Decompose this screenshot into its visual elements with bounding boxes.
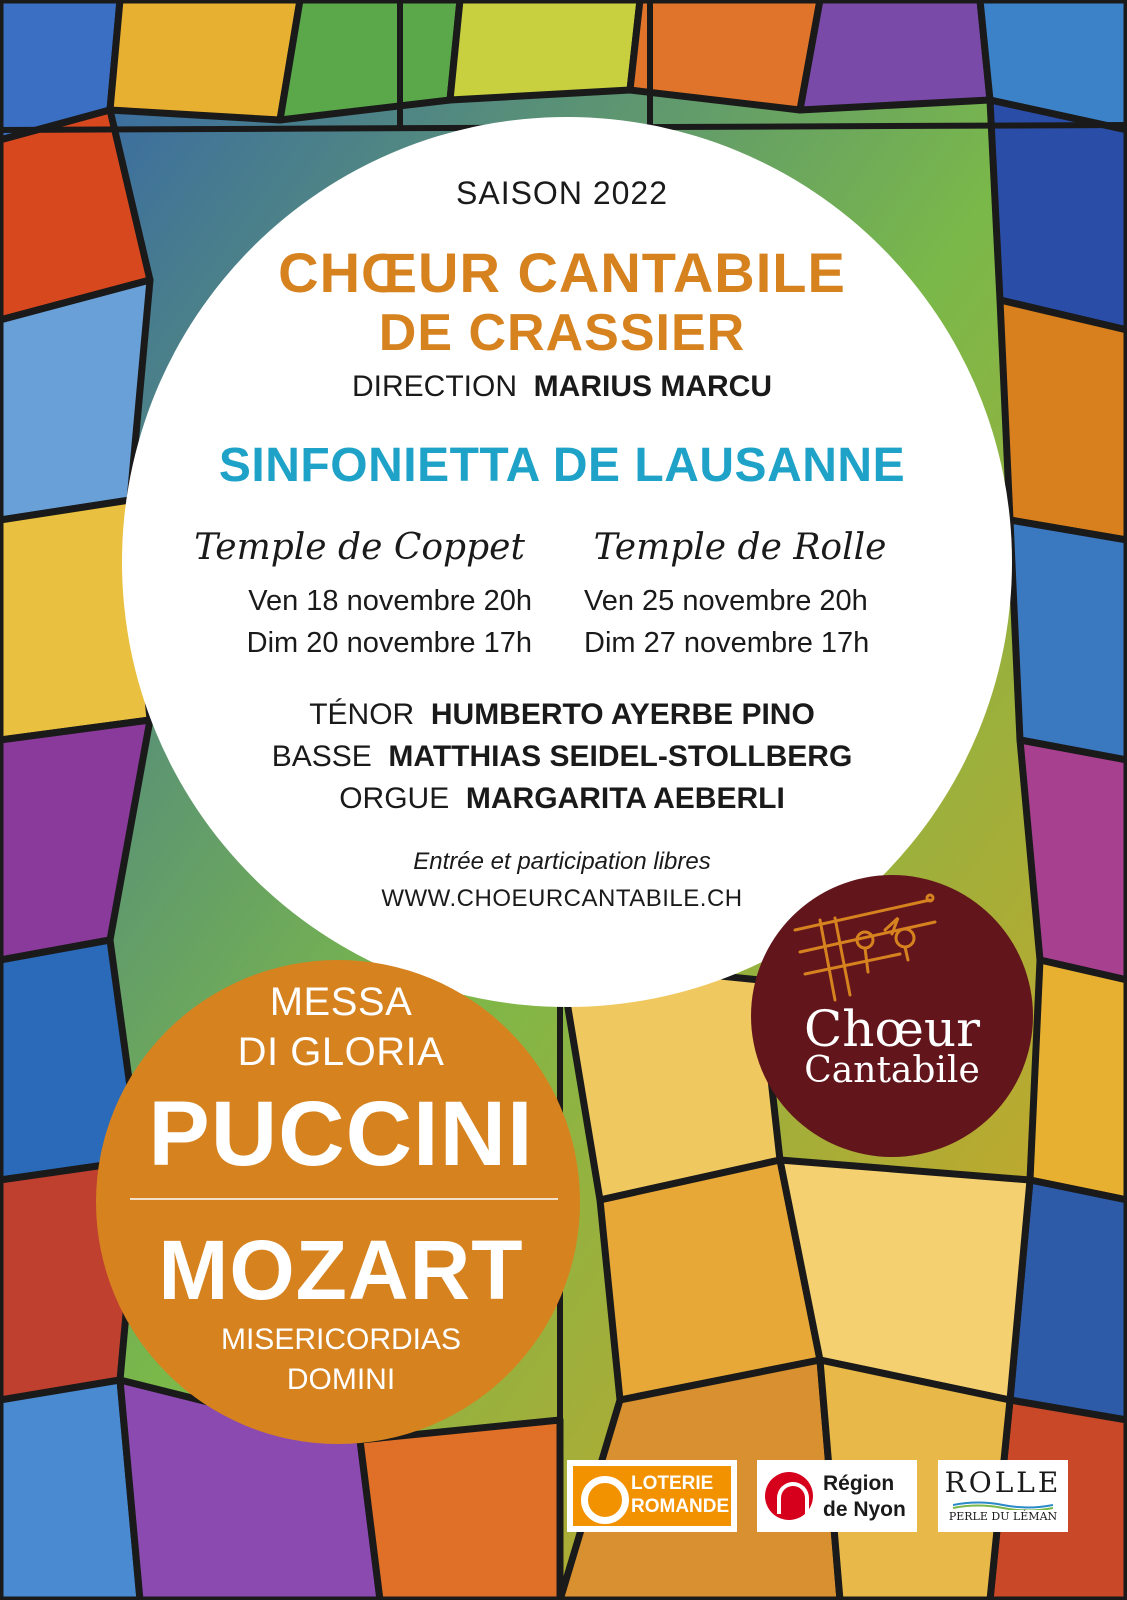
direction-label: DIRECTION — [352, 370, 517, 403]
date-rolle-2: Dim 27 novembre 17h — [584, 627, 870, 659]
date-coppet-2: Dim 20 novembre 17h — [246, 627, 532, 659]
season-label: SAISON 2022 — [456, 175, 668, 211]
composer-puccini: PUCCINI — [148, 1083, 534, 1185]
soloist-name: HUMBERTO AYERBE PINO — [430, 698, 815, 731]
website-link[interactable]: WWW.CHOEURCANTABILE.CH — [381, 885, 743, 912]
work2-title-line1: MISERICORDIAS — [220, 1323, 462, 1356]
soloist-organ — [162, 782, 962, 816]
soloist-role: TÉNOR — [309, 698, 415, 731]
orchestra-name: SINFONIETTA DE LAUSANNE — [218, 439, 906, 492]
composer-mozart: MOZART — [158, 1223, 524, 1317]
director-name: MARIUS MARCU — [533, 370, 772, 403]
work2-title-line2: DOMINI — [286, 1363, 396, 1396]
rolle-label: ROLLE — [944, 1466, 1062, 1499]
soloist-tenor — [162, 698, 962, 732]
sponsor-rolle[interactable] — [938, 1460, 1068, 1532]
soloist-bass — [162, 740, 962, 774]
loterie-ring-icon — [581, 1476, 629, 1524]
rolle-wave-icon — [953, 1500, 1053, 1510]
sponsor-region-nyon[interactable] — [757, 1460, 917, 1532]
soloist-role: BASSE — [271, 740, 372, 773]
work1-title-line1: MESSA — [269, 980, 413, 1024]
direction-line — [262, 370, 862, 404]
venue-coppet: Temple de Coppet — [194, 527, 525, 568]
entry-info: Entrée et participation libres — [413, 848, 711, 875]
nyon-figure-icon — [777, 1482, 809, 1514]
program-divider — [130, 1198, 558, 1200]
venue-rolle: Temple de Rolle — [593, 527, 887, 568]
choir-name-line2: DE CRASSIER — [378, 304, 746, 362]
choir-logo-line1: Chœur — [803, 1000, 980, 1058]
nyon-label-line2: de Nyon — [823, 1498, 906, 1521]
choir-logo-line2: Cantabile — [804, 1050, 980, 1091]
soloist-name: MARGARITA AEBERLI — [465, 782, 785, 815]
date-coppet-1: Ven 18 novembre 20h — [248, 585, 532, 617]
work1-title-line2: DI GLORIA — [237, 1030, 445, 1074]
music-notes-icon — [780, 890, 950, 1010]
rolle-tagline: PERLE DU LÉMAN — [948, 1510, 1058, 1523]
soloist-role: ORGUE — [339, 782, 450, 815]
sponsor-loterie-romande[interactable] — [567, 1460, 737, 1532]
soloist-name: MATTHIAS SEIDEL-STOLLBERG — [388, 740, 853, 773]
nyon-label-line1: Région — [823, 1472, 895, 1495]
date-rolle-1: Ven 25 novembre 20h — [584, 585, 868, 617]
loterie-label-line1: LOTERIE — [631, 1473, 714, 1494]
loterie-label-line2: ROMANDE — [631, 1496, 730, 1517]
choir-name-line1: CHŒUR CANTABILE — [278, 241, 846, 304]
